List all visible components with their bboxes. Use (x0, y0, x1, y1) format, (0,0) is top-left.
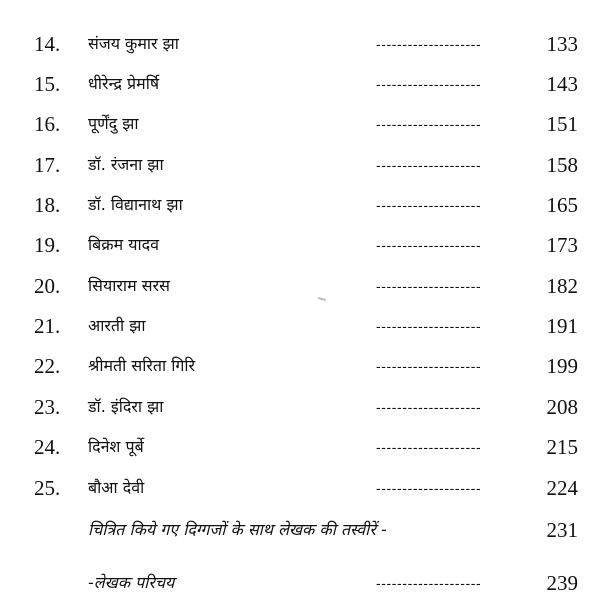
entry-page-number: 231 (546, 518, 578, 542)
dotted-leader: -------------------- (376, 575, 482, 591)
dotted-leader: -------------------- (376, 36, 482, 52)
entry-title: सियाराम सरस (88, 276, 170, 295)
toc-entry-19 (0, 225, 600, 265)
toc-entry-photographs (0, 510, 600, 550)
entry-number: 23. (34, 395, 61, 419)
entry-title: बिक्रम यादव (88, 235, 160, 254)
dotted-leader: -------------------- (376, 439, 482, 455)
entry-page-number: 224 (546, 476, 578, 500)
entry-title: श्रीमती सरिता गिरि (88, 356, 196, 375)
entry-page-number: 158 (546, 153, 578, 177)
entry-title: पूर्णेंदु झा (88, 114, 139, 133)
toc-entry-14 (0, 24, 600, 64)
entry-number: 25. (34, 476, 61, 500)
dotted-leader: -------------------- (376, 157, 482, 173)
entry-number: 15. (34, 72, 61, 96)
entry-page-number: 143 (546, 72, 578, 96)
entry-title: -लेखक परिचय (88, 573, 175, 592)
entry-title: धीरेन्द्र प्रेमर्षि (88, 74, 160, 93)
entry-page-number: 165 (546, 193, 578, 217)
dotted-leader: -------------------- (376, 116, 482, 132)
entry-page-number: 239 (546, 571, 578, 595)
dotted-leader: -------------------- (376, 237, 482, 253)
toc-entry-16 (0, 104, 600, 144)
entry-page-number: 182 (546, 274, 578, 298)
entry-number: 20. (34, 274, 61, 298)
entry-page-number: 215 (546, 435, 578, 459)
dotted-leader: -------------------- (376, 318, 482, 334)
toc-entry-20 (0, 266, 600, 306)
entry-number: 24. (34, 435, 61, 459)
dotted-leader: -------------------- (376, 278, 482, 294)
toc-entry-23 (0, 387, 600, 427)
dotted-leader: -------------------- (376, 480, 482, 496)
toc-entry-author-intro (0, 563, 600, 603)
entry-page-number: 133 (546, 32, 578, 56)
entry-title: बौआ देवी (88, 478, 145, 497)
toc-entry-17 (0, 145, 600, 185)
entry-title: चित्रित किये गए दिग्गजों के साथ लेखक की तस्वीरें - (88, 520, 387, 539)
entry-page-number: 191 (546, 314, 578, 338)
entry-number: 17. (34, 153, 61, 177)
entry-number: 22. (34, 354, 61, 378)
dotted-leader: -------------------- (376, 399, 482, 415)
entry-title: दिनेश पूर्बे (88, 437, 144, 456)
entry-title: डॉ. इंदिरा झा (88, 397, 164, 416)
entry-title: डॉ. विद्यानाथ झा (88, 195, 183, 214)
entry-page-number: 199 (546, 354, 578, 378)
entry-number: 14. (34, 32, 61, 56)
entry-page-number: 208 (546, 395, 578, 419)
entry-number: 16. (34, 112, 61, 136)
entry-page-number: 173 (546, 233, 578, 257)
toc-entry-25 (0, 468, 600, 508)
entry-title: डॉ. रंजना झा (88, 155, 164, 174)
dotted-leader: -------------------- (376, 76, 482, 92)
toc-entry-24 (0, 427, 600, 467)
entry-page-number: 151 (546, 112, 578, 136)
entry-title: आरती झा (88, 316, 146, 335)
toc-entry-21 (0, 306, 600, 346)
entry-title: संजय कुमार झा (88, 34, 179, 53)
dotted-leader: -------------------- (376, 197, 482, 213)
toc-entry-18 (0, 185, 600, 225)
toc-entry-15 (0, 64, 600, 104)
toc-entry-22 (0, 346, 600, 386)
entry-number: 18. (34, 193, 61, 217)
entry-number: 21. (34, 314, 61, 338)
entry-number: 19. (34, 233, 61, 257)
dotted-leader: -------------------- (376, 358, 482, 374)
